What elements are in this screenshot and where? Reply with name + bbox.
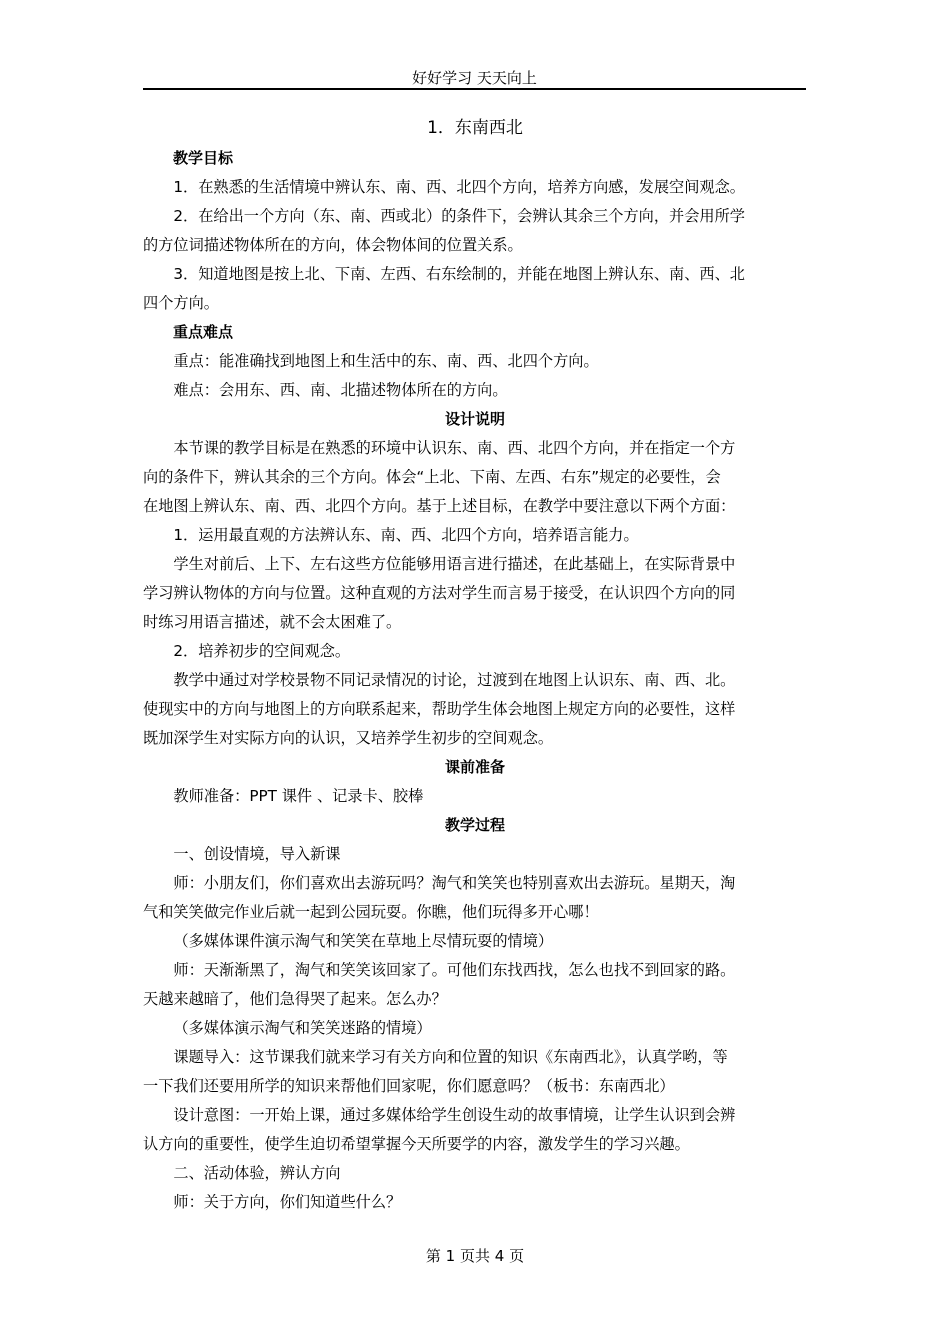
design-heading: 设计说明: [444, 410, 505, 428]
media-note-2: （多媒体演示淘气和笑笑迷路的情境）: [173, 1019, 432, 1037]
teacher-line-3: 师：关于方向，你们知道些什么？: [173, 1193, 402, 1211]
key-heading: 重点难点: [173, 323, 234, 341]
design-point-2-body: 教学中通过对学校景物不同记录情况的讨论，过渡到在地图上认识东、南、西、北。 使现实中的方向与地图上的方向联系起来，帮助学生体会地图上规定方向的必要性，这样 既加深学生对实际方向的认识，又培养学生初步的空间观念。: [143, 671, 736, 747]
step-1-heading: 一、创设情境，导入新课: [173, 845, 341, 863]
goal-1: 1．在熟悉的生活情境中辨认东、南、西、北四个方向，培养方向感，发展空间观念。: [173, 178, 745, 196]
difficulty-point: 难点：会用东、西、南、北描述物体所在的方向。: [173, 381, 508, 399]
key-point: 重点：能准确找到地图上和生活中的东、南、西、北四个方向。: [173, 352, 599, 370]
design-point-2: 2．培养初步的空间观念。: [173, 642, 351, 660]
prep-text: 教师准备：PPT 课件 、记录卡、胶棒: [173, 787, 424, 805]
design-point-1-body: 学生对前后、上下、左右这些方位能够用语言进行描述，在此基础上，在实际背景中 学习辨认物体的方向与位置。这种直观的方法对学生而言易于接受，在认识四个方向的同 时练习用语言描述，就不会太困难了。: [143, 555, 736, 631]
topic-intro: 课题导入：这节课我们就来学习有关方向和位置的知识《东南西北》，认真学哟，等 一下我们还要用所学的知识来帮他们回家呢，你们愿意吗？（板书：东南西北）: [143, 1048, 728, 1095]
media-note-1: （多媒体课件演示淘气和笑笑在草地上尽情玩耍的情境）: [173, 932, 554, 950]
goal-2: 2．在给出一个方向（东、南、西或北）的条件下，会辨认其余三个方向，并会用所学 的方位词描述物体所在的方向，体会物体间的位置关系。: [143, 207, 745, 254]
document-body: [143, 113, 807, 1217]
prep-heading: 课前准备: [444, 758, 505, 776]
design-intent: 设计意图：一开始上课，通过多媒体给学生创设生动的故事情境，让学生认识到会辨 认方向的重要性，使学生迫切希望掌握今天所要学的内容，激发学生的学习兴趣。: [143, 1106, 736, 1153]
design-point-1: 1．运用最直观的方法辨认东、南、西、北四个方向，培养语言能力。: [173, 526, 639, 544]
goals-heading: 教学目标: [173, 149, 234, 167]
process-heading: 教学过程: [444, 816, 505, 834]
design-paragraph: 本节课的教学目标是在熟悉的环境中认识东、南、西、北四个方向，并在指定一个方 向的条件下，辨认其余的三个方向。体会“上北、下南、左西、右东”规定的必要性，会 在地图上辨认东、南、西、北四个方向。基于上述目标，在教学中要注意以下两个方面：: [143, 439, 736, 515]
teacher-line-1: 师：小朋友们，你们喜欢出去游玩吗？淘气和笑笑也特别喜欢出去游玩。星期天，淘 气和笑笑做完作业后就一起到公园玩耍。你瞧，他们玩得多开心哪！: [143, 874, 736, 921]
teacher-line-2: 师：天渐渐黑了，淘气和笑笑该回家了。可他们东找西找，怎么也找不到回家的路。 天越来越暗了，他们急得哭了起来。怎么办？: [143, 961, 736, 1008]
page-header: 好好学习 天天向上: [412, 69, 537, 87]
goal-3: 3．知道地图是按上北、下南、左西、右东绘制的，并能在地图上辨认东、南、西、北 四个方向。: [143, 265, 745, 312]
document-title: 1．东南西北: [427, 118, 523, 138]
header-rule: [143, 88, 806, 90]
step-2-heading: 二、活动体验，辨认方向: [173, 1164, 341, 1182]
page-footer: 第 1 页共 4 页: [425, 1247, 525, 1265]
